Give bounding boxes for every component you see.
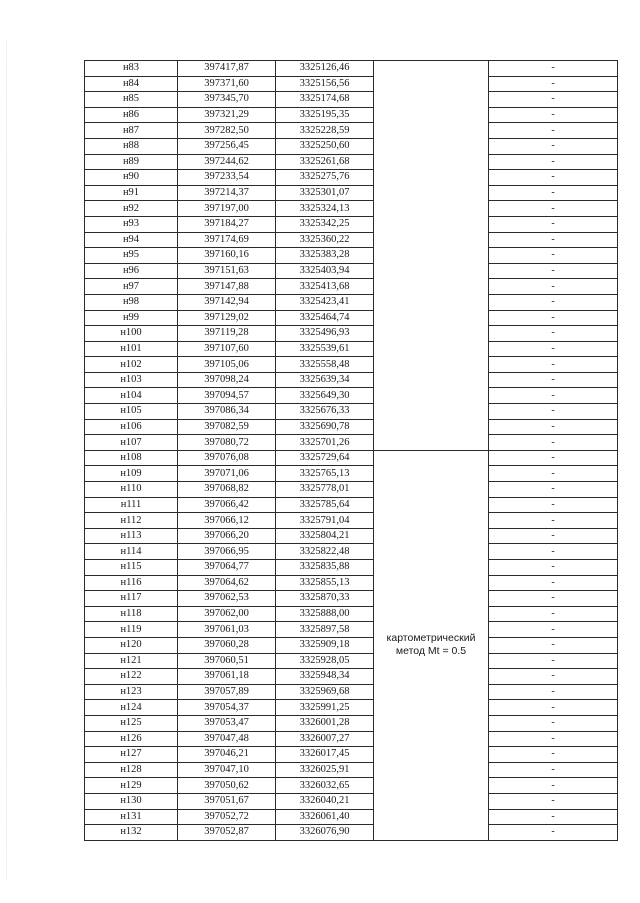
x-coordinate-cell: 397147,88: [178, 279, 276, 295]
x-coordinate-cell: 397371,60: [178, 76, 276, 92]
note-dash-cell: -: [489, 357, 618, 373]
point-name-cell: н118: [85, 606, 178, 622]
y-coordinate-cell: 3326076,90: [276, 825, 374, 841]
x-coordinate-cell: 397051,67: [178, 793, 276, 809]
point-name-cell: н104: [85, 388, 178, 404]
x-coordinate-cell: 397256,45: [178, 138, 276, 154]
note-dash-cell: -: [489, 513, 618, 529]
note-dash-cell: -: [489, 341, 618, 357]
note-dash-cell: -: [489, 435, 618, 451]
note-dash-cell: -: [489, 372, 618, 388]
y-coordinate-cell: 3325383,28: [276, 248, 374, 264]
point-name-cell: н112: [85, 513, 178, 529]
note-dash-cell: -: [489, 700, 618, 716]
point-name-cell: н98: [85, 294, 178, 310]
point-name-cell: н92: [85, 201, 178, 217]
x-coordinate-cell: 397174,69: [178, 232, 276, 248]
y-coordinate-cell: 3325342,25: [276, 216, 374, 232]
table-row: [85, 248, 618, 264]
x-coordinate-cell: 397057,89: [178, 684, 276, 700]
note-dash-cell: -: [489, 294, 618, 310]
table-row: [85, 419, 618, 435]
note-dash-cell: -: [489, 138, 618, 154]
point-name-cell: н127: [85, 747, 178, 763]
table-row: [85, 606, 618, 622]
point-name-cell: н129: [85, 778, 178, 794]
note-dash-cell: -: [489, 747, 618, 763]
y-coordinate-cell: 3325969,68: [276, 684, 374, 700]
note-dash-cell: -: [489, 419, 618, 435]
table-row: [85, 170, 618, 186]
point-name-cell: н96: [85, 263, 178, 279]
table-row: [85, 107, 618, 123]
y-coordinate-cell: 3325250,60: [276, 138, 374, 154]
table-row: [85, 357, 618, 373]
y-coordinate-cell: 3325778,01: [276, 482, 374, 498]
table-row: [85, 482, 618, 498]
table-row: [85, 653, 618, 669]
point-name-cell: н84: [85, 76, 178, 92]
point-name-cell: н123: [85, 684, 178, 700]
point-name-cell: н107: [85, 435, 178, 451]
table-row: [85, 637, 618, 653]
y-coordinate-cell: 3325639,34: [276, 372, 374, 388]
note-dash-cell: -: [489, 575, 618, 591]
y-coordinate-cell: 3325729,64: [276, 450, 374, 466]
point-name-cell: н93: [85, 216, 178, 232]
table-row: [85, 154, 618, 170]
y-coordinate-cell: 3325701,26: [276, 435, 374, 451]
y-coordinate-cell: 3326032,65: [276, 778, 374, 794]
point-name-cell: н87: [85, 123, 178, 139]
point-name-cell: н111: [85, 497, 178, 513]
point-name-cell: н122: [85, 669, 178, 685]
table-row: [85, 450, 618, 466]
table-row: [85, 279, 618, 295]
point-name-cell: н91: [85, 185, 178, 201]
y-coordinate-cell: 3325909,18: [276, 637, 374, 653]
point-name-cell: н131: [85, 809, 178, 825]
table-row: [85, 809, 618, 825]
x-coordinate-cell: 397345,70: [178, 92, 276, 108]
coordinates-table: [84, 60, 618, 841]
note-dash-cell: -: [489, 326, 618, 342]
note-dash-cell: -: [489, 778, 618, 794]
table-row: [85, 684, 618, 700]
note-dash-cell: -: [489, 201, 618, 217]
x-coordinate-cell: 397068,82: [178, 482, 276, 498]
y-coordinate-cell: 3325423,41: [276, 294, 374, 310]
y-coordinate-cell: 3325174,68: [276, 92, 374, 108]
x-coordinate-cell: 397047,48: [178, 731, 276, 747]
x-coordinate-cell: 397062,00: [178, 606, 276, 622]
y-coordinate-cell: 3325649,30: [276, 388, 374, 404]
x-coordinate-cell: 397052,87: [178, 825, 276, 841]
note-dash-cell: -: [489, 216, 618, 232]
table-row: [85, 497, 618, 513]
point-name-cell: н88: [85, 138, 178, 154]
x-coordinate-cell: 397061,03: [178, 622, 276, 638]
note-dash-cell: -: [489, 715, 618, 731]
x-coordinate-cell: 397050,62: [178, 778, 276, 794]
point-name-cell: н125: [85, 715, 178, 731]
note-dash-cell: -: [489, 107, 618, 123]
table-row: [85, 622, 618, 638]
point-name-cell: н120: [85, 637, 178, 653]
y-coordinate-cell: 3325855,13: [276, 575, 374, 591]
y-coordinate-cell: 3325897,58: [276, 622, 374, 638]
note-dash-cell: -: [489, 123, 618, 139]
note-dash-cell: -: [489, 591, 618, 607]
y-coordinate-cell: 3325539,61: [276, 341, 374, 357]
x-coordinate-cell: 397066,42: [178, 497, 276, 513]
y-coordinate-cell: 3325765,13: [276, 466, 374, 482]
note-dash-cell: -: [489, 762, 618, 778]
point-name-cell: н132: [85, 825, 178, 841]
note-dash-cell: -: [489, 606, 618, 622]
x-coordinate-cell: 397064,77: [178, 560, 276, 576]
point-name-cell: н86: [85, 107, 178, 123]
point-name-cell: н121: [85, 653, 178, 669]
x-coordinate-cell: 397142,94: [178, 294, 276, 310]
y-coordinate-cell: 3325948,34: [276, 669, 374, 685]
y-coordinate-cell: 3325558,48: [276, 357, 374, 373]
y-coordinate-cell: 3326061,40: [276, 809, 374, 825]
y-coordinate-cell: 3325275,76: [276, 170, 374, 186]
table-row: [85, 715, 618, 731]
method-cell: картометрический метод Mt = 0.5: [374, 450, 489, 840]
note-dash-cell: -: [489, 731, 618, 747]
point-name-cell: н100: [85, 326, 178, 342]
point-name-cell: н97: [85, 279, 178, 295]
note-dash-cell: -: [489, 466, 618, 482]
note-dash-cell: -: [489, 170, 618, 186]
x-coordinate-cell: 397107,60: [178, 341, 276, 357]
table-row: [85, 185, 618, 201]
table-row: [85, 669, 618, 685]
table-row: [85, 435, 618, 451]
table-row: [85, 513, 618, 529]
y-coordinate-cell: 3326001,28: [276, 715, 374, 731]
note-dash-cell: -: [489, 637, 618, 653]
x-coordinate-cell: 397066,95: [178, 544, 276, 560]
y-coordinate-cell: 3325690,78: [276, 419, 374, 435]
note-dash-cell: -: [489, 185, 618, 201]
table-row: [85, 341, 618, 357]
y-coordinate-cell: 3325888,00: [276, 606, 374, 622]
y-coordinate-cell: 3325126,46: [276, 61, 374, 77]
x-coordinate-cell: 397129,02: [178, 310, 276, 326]
table-row: [85, 575, 618, 591]
point-name-cell: н101: [85, 341, 178, 357]
point-name-cell: н115: [85, 560, 178, 576]
x-coordinate-cell: 397053,47: [178, 715, 276, 731]
y-coordinate-cell: 3325496,93: [276, 326, 374, 342]
table-row: [85, 138, 618, 154]
note-dash-cell: -: [489, 232, 618, 248]
note-dash-cell: -: [489, 388, 618, 404]
point-name-cell: н117: [85, 591, 178, 607]
x-coordinate-cell: 397160,16: [178, 248, 276, 264]
point-name-cell: н126: [85, 731, 178, 747]
x-coordinate-cell: 397080,72: [178, 435, 276, 451]
table-row: [85, 778, 618, 794]
x-coordinate-cell: 397282,50: [178, 123, 276, 139]
point-name-cell: н103: [85, 372, 178, 388]
x-coordinate-cell: 397062,53: [178, 591, 276, 607]
x-coordinate-cell: 397060,28: [178, 637, 276, 653]
x-coordinate-cell: 397046,21: [178, 747, 276, 763]
x-coordinate-cell: 397066,20: [178, 528, 276, 544]
y-coordinate-cell: 3325324,13: [276, 201, 374, 217]
note-dash-cell: -: [489, 76, 618, 92]
note-dash-cell: -: [489, 825, 618, 841]
point-name-cell: н128: [85, 762, 178, 778]
x-coordinate-cell: 397094,57: [178, 388, 276, 404]
table-row: [85, 263, 618, 279]
scan-edge-shadow: [6, 40, 7, 880]
x-coordinate-cell: 397076,08: [178, 450, 276, 466]
table-row: [85, 61, 618, 77]
point-name-cell: н130: [85, 793, 178, 809]
x-coordinate-cell: 397233,54: [178, 170, 276, 186]
point-name-cell: н89: [85, 154, 178, 170]
y-coordinate-cell: 3326025,91: [276, 762, 374, 778]
y-coordinate-cell: 3326007,27: [276, 731, 374, 747]
note-dash-cell: -: [489, 684, 618, 700]
y-coordinate-cell: 3326017,45: [276, 747, 374, 763]
table-row: [85, 700, 618, 716]
point-name-cell: н99: [85, 310, 178, 326]
note-dash-cell: -: [489, 653, 618, 669]
point-name-cell: н116: [85, 575, 178, 591]
y-coordinate-cell: 3325156,56: [276, 76, 374, 92]
table-row: [85, 762, 618, 778]
y-coordinate-cell: 3325464,74: [276, 310, 374, 326]
x-coordinate-cell: 397417,87: [178, 61, 276, 77]
table-row: [85, 216, 618, 232]
x-coordinate-cell: 397047,10: [178, 762, 276, 778]
y-coordinate-cell: 3325195,35: [276, 107, 374, 123]
table-row: [85, 310, 618, 326]
y-coordinate-cell: 3325261,68: [276, 154, 374, 170]
point-name-cell: н106: [85, 419, 178, 435]
table-row: [85, 466, 618, 482]
table-row: [85, 747, 618, 763]
note-dash-cell: -: [489, 622, 618, 638]
y-coordinate-cell: 3325301,07: [276, 185, 374, 201]
x-coordinate-cell: 397064,62: [178, 575, 276, 591]
table-row: [85, 528, 618, 544]
note-dash-cell: -: [489, 279, 618, 295]
y-coordinate-cell: 3325785,64: [276, 497, 374, 513]
x-coordinate-cell: 397105,06: [178, 357, 276, 373]
table-row: [85, 404, 618, 420]
table-row: [85, 731, 618, 747]
table-row: [85, 76, 618, 92]
table-row: [85, 544, 618, 560]
point-name-cell: н94: [85, 232, 178, 248]
note-dash-cell: -: [489, 310, 618, 326]
point-name-cell: н114: [85, 544, 178, 560]
point-name-cell: н124: [85, 700, 178, 716]
x-coordinate-cell: 397321,29: [178, 107, 276, 123]
y-coordinate-cell: 3326040,21: [276, 793, 374, 809]
point-name-cell: н95: [85, 248, 178, 264]
point-name-cell: н85: [85, 92, 178, 108]
y-coordinate-cell: 3325804,21: [276, 528, 374, 544]
table-row: [85, 793, 618, 809]
note-dash-cell: -: [489, 482, 618, 498]
y-coordinate-cell: 3325413,68: [276, 279, 374, 295]
table-row: [85, 591, 618, 607]
note-dash-cell: -: [489, 154, 618, 170]
x-coordinate-cell: 397052,72: [178, 809, 276, 825]
x-coordinate-cell: 397061,18: [178, 669, 276, 685]
x-coordinate-cell: 397054,37: [178, 700, 276, 716]
y-coordinate-cell: 3325835,88: [276, 560, 374, 576]
note-dash-cell: -: [489, 248, 618, 264]
note-dash-cell: -: [489, 497, 618, 513]
y-coordinate-cell: 3325791,04: [276, 513, 374, 529]
x-coordinate-cell: 397066,12: [178, 513, 276, 529]
x-coordinate-cell: 397214,37: [178, 185, 276, 201]
y-coordinate-cell: 3325870,33: [276, 591, 374, 607]
point-name-cell: н108: [85, 450, 178, 466]
y-coordinate-cell: 3325360,22: [276, 232, 374, 248]
point-name-cell: н83: [85, 61, 178, 77]
y-coordinate-cell: 3325676,33: [276, 404, 374, 420]
y-coordinate-cell: 3325403,94: [276, 263, 374, 279]
note-dash-cell: -: [489, 544, 618, 560]
x-coordinate-cell: 397197,00: [178, 201, 276, 217]
note-dash-cell: -: [489, 450, 618, 466]
note-dash-cell: -: [489, 61, 618, 77]
note-dash-cell: -: [489, 793, 618, 809]
table-row: [85, 294, 618, 310]
table-row: [85, 232, 618, 248]
table-row: [85, 326, 618, 342]
y-coordinate-cell: 3325991,25: [276, 700, 374, 716]
table-row: [85, 201, 618, 217]
table-row: [85, 560, 618, 576]
y-coordinate-cell: 3325228,59: [276, 123, 374, 139]
point-name-cell: н102: [85, 357, 178, 373]
note-dash-cell: -: [489, 669, 618, 685]
table-row: [85, 825, 618, 841]
note-dash-cell: -: [489, 528, 618, 544]
method-cell-empty: [374, 61, 489, 451]
note-dash-cell: -: [489, 809, 618, 825]
table-row: [85, 123, 618, 139]
x-coordinate-cell: 397060,51: [178, 653, 276, 669]
note-dash-cell: -: [489, 92, 618, 108]
x-coordinate-cell: 397119,28: [178, 326, 276, 342]
point-name-cell: н105: [85, 404, 178, 420]
x-coordinate-cell: 397082,59: [178, 419, 276, 435]
table-row: [85, 372, 618, 388]
note-dash-cell: -: [489, 404, 618, 420]
y-coordinate-cell: 3325822,48: [276, 544, 374, 560]
point-name-cell: н110: [85, 482, 178, 498]
x-coordinate-cell: 397151,63: [178, 263, 276, 279]
x-coordinate-cell: 397086,34: [178, 404, 276, 420]
x-coordinate-cell: 397098,24: [178, 372, 276, 388]
note-dash-cell: -: [489, 263, 618, 279]
point-name-cell: н119: [85, 622, 178, 638]
point-name-cell: н109: [85, 466, 178, 482]
x-coordinate-cell: 397244,62: [178, 154, 276, 170]
coordinates-table-body: [85, 61, 618, 841]
table-row: [85, 92, 618, 108]
note-dash-cell: -: [489, 560, 618, 576]
point-name-cell: н113: [85, 528, 178, 544]
x-coordinate-cell: 397184,27: [178, 216, 276, 232]
point-name-cell: н90: [85, 170, 178, 186]
y-coordinate-cell: 3325928,05: [276, 653, 374, 669]
x-coordinate-cell: 397071,06: [178, 466, 276, 482]
table-row: [85, 388, 618, 404]
